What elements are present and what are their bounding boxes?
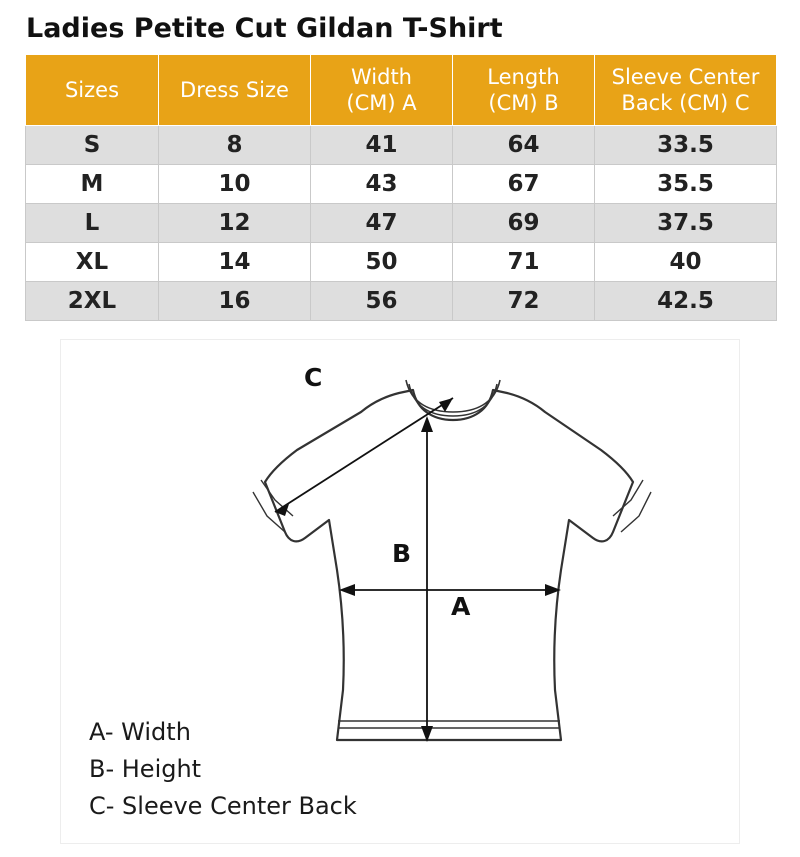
table-row: [26, 165, 777, 204]
cell-width: 50: [311, 243, 453, 282]
cell-size: L: [26, 204, 159, 243]
column-header-width-line1: Width: [350, 64, 412, 89]
cell-width: 41: [311, 126, 453, 165]
table-body: [26, 126, 777, 321]
cell-sleeve: 33.5: [595, 126, 777, 165]
tshirt-outline: [265, 390, 633, 740]
column-header-sleeve-line2: Back (CM) C: [621, 90, 750, 115]
cell-sleeve: 35.5: [595, 165, 777, 204]
column-header-dress-size: [159, 54, 311, 126]
cell-width: 43: [311, 165, 453, 204]
column-header-length: [453, 54, 595, 126]
column-header-width-line2: (CM) A: [346, 90, 417, 115]
cell-width: 47: [311, 204, 453, 243]
size-chart-table: [25, 54, 777, 322]
legend-item-b: B- Height: [89, 754, 202, 783]
label-a: A: [451, 592, 471, 622]
cell-dress-size: 8: [159, 126, 311, 165]
cell-dress-size: 10: [159, 165, 311, 204]
legend-item-a: A- Width: [89, 717, 191, 746]
column-header-length-line1: Length: [487, 64, 560, 89]
label-b: B: [392, 539, 412, 569]
cell-length: 67: [453, 165, 595, 204]
cell-length: 71: [453, 243, 595, 282]
table-row: [26, 243, 777, 282]
label-c: C: [304, 363, 323, 393]
page-title: Ladies Petite Cut Gildan T-Shirt: [26, 13, 503, 44]
diagram-legend: [89, 714, 357, 826]
table-row: [26, 204, 777, 243]
cell-size: 2XL: [26, 282, 159, 321]
cell-sleeve: 42.5: [595, 282, 777, 321]
column-header-sizes-line1: Sizes: [64, 77, 120, 102]
cell-size: XL: [26, 243, 159, 282]
legend-item-c: C- Sleeve Center Back: [89, 792, 357, 820]
column-header-length-line2: (CM) B: [488, 90, 559, 115]
cell-sleeve: 37.5: [595, 204, 777, 243]
table-row: [26, 126, 777, 165]
column-header-sleeve: [595, 54, 777, 126]
table-header: [26, 54, 777, 126]
column-header-width: [311, 54, 453, 126]
measurement-diagram: [60, 339, 740, 844]
table-row: [26, 282, 777, 321]
table-header-row: [26, 54, 777, 126]
column-header-dress-size-line1: Dress Size: [180, 77, 289, 102]
cell-length: 72: [453, 282, 595, 321]
cell-size: M: [26, 165, 159, 204]
cell-length: 64: [453, 126, 595, 165]
cell-dress-size: 14: [159, 243, 311, 282]
cell-sleeve: 40: [595, 243, 777, 282]
column-header-sizes: [26, 54, 159, 126]
cell-size: S: [26, 126, 159, 165]
cell-length: 69: [453, 204, 595, 243]
column-header-sleeve-line1: Sleeve Center: [611, 64, 760, 89]
cell-dress-size: 16: [159, 282, 311, 321]
cell-width: 56: [311, 282, 453, 321]
cell-dress-size: 12: [159, 204, 311, 243]
